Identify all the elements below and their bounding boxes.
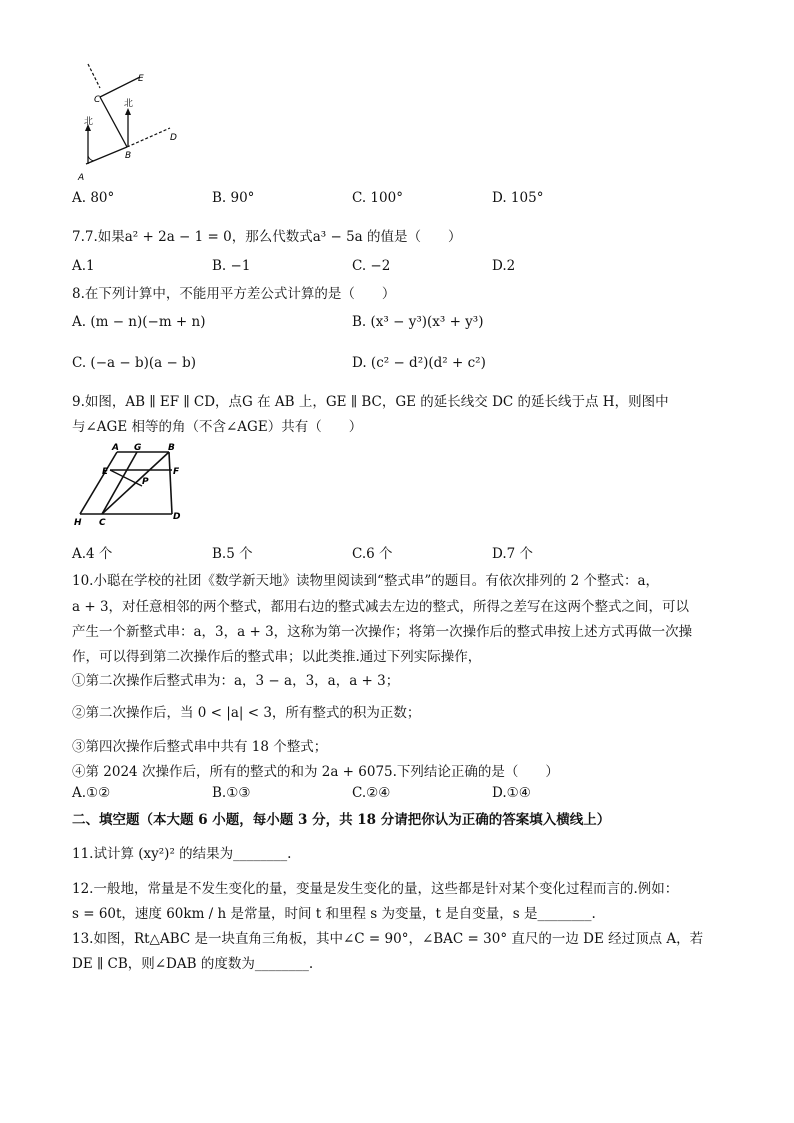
q10-statement-4: ④第 2024 次操作后，所有的整式的和为 2a + 6075.下列结论正确的是（ ） <box>72 764 559 780</box>
q7-option-b: B. −1 <box>212 258 251 274</box>
q7-option-a: A.1 <box>72 258 95 274</box>
q9-label-g: G <box>134 443 142 453</box>
q13-line1: 13.如图，Rt△ABC 是一块直角三角板，其中∠C = 90°，∠BAC = 30° 直尺的一边 DE 经过顶点 A，若 <box>72 931 704 947</box>
q10-line3: 产生一个新整式串：a，3，a + 3，这称为第一次操作；将第一次操作后的整式串按上述方式再做一次操 <box>72 624 693 640</box>
q6-label-c: C <box>94 95 101 105</box>
q9-label-p: P <box>142 477 149 487</box>
q9-option-c: C.6 个 <box>352 546 393 562</box>
q6-line-ab <box>86 147 127 164</box>
q6-label-e: E <box>138 74 144 84</box>
q8-option-b: B. (x³ − y³)(x³ + y³) <box>352 314 484 330</box>
q6-option-b: B. 90° <box>212 190 255 206</box>
q6-figure <box>72 60 192 184</box>
q9-option-d: D.7 个 <box>492 546 534 562</box>
q6-label-b: B <box>125 151 132 161</box>
q12-line1: 12.一般地，常量是不发生变化的量，变量是发生变化的量，这些都是针对某个变化过程而言的.例如： <box>72 881 679 897</box>
q7-option-d: D.2 <box>492 258 516 274</box>
q9-line-gh <box>102 452 137 514</box>
q6-line-bd <box>127 128 170 147</box>
q10-option-b: B.①③ <box>212 785 251 801</box>
q8-option-d: D. (c² − d²)(d² + c²) <box>352 355 486 371</box>
q9-figure <box>72 440 192 532</box>
q8-stem: 8.在下列计算中，不能用平方差公式计算的是（ ） <box>72 286 396 302</box>
q9-label-c: C <box>99 518 106 528</box>
q9-label-f: F <box>173 467 180 477</box>
q10-statement-1: ①第二次操作后整式串为：a，3 − a，3，a，a + 3； <box>72 673 400 689</box>
q8-option-c: C. (−a − b)(a − b) <box>72 355 196 371</box>
q9-line-bd <box>169 452 172 514</box>
q6-option-c: C. 100° <box>352 190 403 206</box>
q6-option-a: A. 80° <box>72 190 115 206</box>
q10-option-d: D.①④ <box>492 785 531 801</box>
q9-label-b: B <box>168 443 175 453</box>
q7-stem: 7.7.如果a² + 2a − 1 = 0，那么代数式a³ − 5a 的值是（ ） <box>72 229 462 245</box>
q6-line-ce <box>100 77 140 97</box>
q10-option-a: A.①② <box>72 785 111 801</box>
q10-line1: 10.小聪在学校的社团《数学新天地》读物里阅读到“整式串”的题目。有依次排列的 2 个整式：a， <box>72 573 659 589</box>
q9-stem-line2: 与∠AGE 相等的角（不含∠AGE）共有（ ） <box>72 419 363 435</box>
q6-line-cb <box>100 97 127 147</box>
q10-line2: a + 3，对任意相邻的两个整式，都用右边的整式减去左边的整式，所得之差写在这两个整式之间，可以 <box>72 599 690 615</box>
q10-statement-3: ③第四次操作后整式串中共有 18 个整式； <box>72 739 328 755</box>
q10-statement-2: ②第二次操作后，当 0 < |a| < 3，所有整式的积为正数； <box>72 705 421 721</box>
q9-label-e: E <box>102 467 109 477</box>
q9-stem-line1: 9.如图，AB ∥ EF ∥ CD，点G 在 AB 上，GE ∥ BC，GE 的延长线交 DC 的延长线于点 H，则图中 <box>72 394 669 410</box>
q9-label-a: A <box>112 443 119 453</box>
q8-option-a: A. (m − n)(−m + n) <box>72 314 206 330</box>
q6-option-d: D. 105° <box>492 190 544 206</box>
q6-label-a: A <box>78 173 85 183</box>
q10-line4: 作，可以得到第二次操作后的整式串；以此类推.通过下列实际操作， <box>72 649 482 665</box>
q12-line2: s = 60t，速度 60km / h 是常量，时间 t 和里程 s 为变量，t 是自变量，s 是________. <box>72 906 596 922</box>
q9-option-b: B.5 个 <box>212 546 253 562</box>
q7-option-c: C. −2 <box>352 258 391 274</box>
section-2-heading: 二、填空题（本大题 6 小题，每小题 3 分，共 18 分请把你认为正确的答案填入横线上） <box>72 812 611 828</box>
q9-label-d: D <box>173 512 181 522</box>
q11-stem: 11.试计算 (xy²)² 的结果为________. <box>72 846 292 862</box>
q6-label-d: D <box>170 133 177 143</box>
q9-option-a: A.4 个 <box>72 546 113 562</box>
q6-line-dashed-top <box>88 64 100 88</box>
q6-label-north-a: 北 <box>84 117 94 127</box>
q10-option-c: C.②④ <box>352 785 391 801</box>
q9-label-h: H <box>74 518 82 528</box>
q13-line2: DE ∥ CB，则∠DAB 的度数为________. <box>72 956 314 972</box>
q6-label-north-b: 北 <box>124 99 134 109</box>
